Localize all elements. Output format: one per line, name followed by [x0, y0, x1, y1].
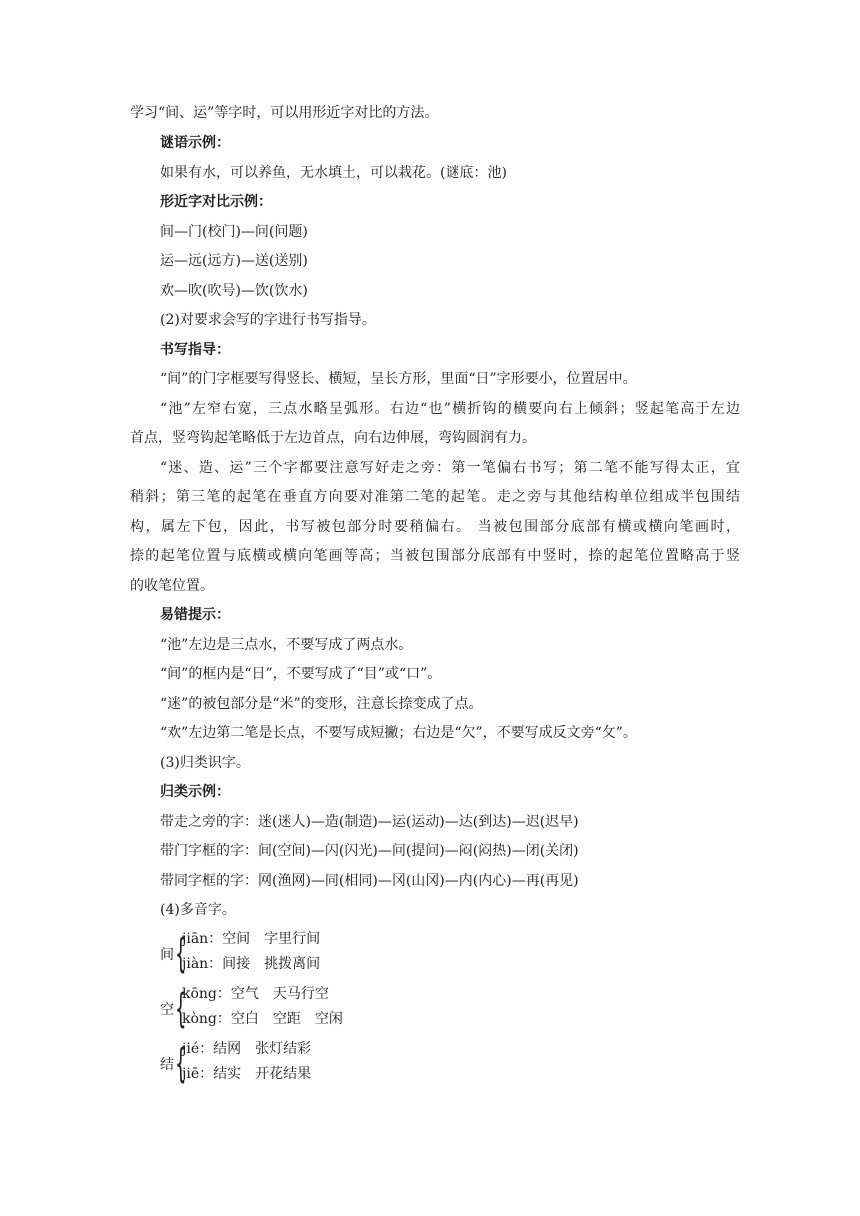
heading-similar-chars: 形近字对比示例：: [160, 194, 272, 210]
section-step-4: (4)多音字。: [160, 902, 236, 918]
error-tip: “池”左边是三点水，不要写成了两点水。: [160, 637, 413, 653]
writing-guide-line: 稍斜；第三笔的起笔在垂直方向要对准第二笔的起笔。走之旁与其他结构单位组成半包围结: [130, 489, 740, 505]
riddle-text: 如果有水，可以养鱼，无水填土，可以栽花。(谜底：池): [160, 165, 507, 181]
heading-writing-guide: 书写指导：: [160, 342, 230, 358]
polyphone-reading: jié：结网 张灯结彩: [182, 1041, 312, 1057]
writing-guide-line: 首点，竖弯钩起笔略低于左边首点，向右边伸展，弯钩圆润有力。: [130, 430, 536, 446]
writing-guide-line: “迷、造、运”三个字都要注意写好走之旁：第一笔偏右书写；第二笔不能写得太正，宜: [160, 460, 740, 476]
polyphone-char: 结: [160, 1057, 174, 1073]
error-tip: “欢”左边第二笔是长点，不要写成短撇；右边是“欠”，不要写成反文旁“攵”。: [160, 725, 637, 741]
writing-guide-line: “池”左窄右宽，三点水略呈弧形。右边“也”横折钩的横要向右上倾斜；竖起笔高于左边: [160, 401, 740, 417]
classify-item: 带同字框的字：网(渔网)—同(相同)—冈(山冈)—内(内心)—再(再见): [160, 873, 579, 889]
heading-common-errors: 易错提示：: [160, 607, 230, 623]
brace-icon: {: [175, 986, 187, 1032]
compare-item: 运—远(远方)—送(送别): [160, 253, 308, 269]
error-tip: “迷”的被包部分是“米”的变形，注意长捺变成了点。: [160, 696, 483, 712]
writing-guide-line: 捺的起笔位置与底横或横向笔画等高；当被包围部分底部有中竖时，捺的起笔位置略高于竖: [130, 548, 740, 564]
brace-icon: {: [175, 1041, 187, 1087]
polyphone-reading: jiàn：间接 挑拨离间: [182, 956, 321, 972]
heading-classify-example: 归类示例：: [160, 784, 230, 800]
writing-guide-line: 的收笔位置。: [130, 578, 214, 594]
writing-guide-line: 构，属左下包，因此，书写被包部分时要稍偏右。 当被包围部分底部有横或横向笔画时，: [130, 519, 740, 535]
compare-item: 欢—吹(吹号)—饮(饮水): [160, 283, 308, 299]
paragraph-line: 学习“间、运”等字时，可以用形近字对比的方法。: [130, 105, 439, 121]
polyphone-reading: jiān：空间 字里行间: [182, 931, 321, 947]
classify-item: 带门字框的字：间(空间)—闪(闪光)—问(提问)—闷(闷热)—闭(关闭): [160, 843, 579, 859]
compare-item: 间—门(校门)—问(问题): [160, 224, 308, 240]
writing-guide-line: “间”的门字框要写得竖长、横短，呈长方形，里面“日”字形要小，位置居中。: [160, 371, 637, 387]
section-step-2: (2)对要求会写的字进行书写指导。: [160, 312, 376, 328]
brace-icon: {: [175, 931, 187, 977]
heading-riddle-example: 谜语示例：: [160, 135, 230, 151]
section-step-3: (3)归类识字。: [160, 755, 250, 771]
polyphone-reading: kōng：空气 天马行空: [182, 986, 329, 1002]
polyphone-reading: kòng：空白 空距 空闲: [182, 1011, 343, 1027]
error-tip: “间”的框内是“日”，不要写成了“目”或“口”。: [160, 666, 442, 682]
polyphone-char: 间: [160, 947, 174, 963]
classify-item: 带走之旁的字：迷(迷人)—造(制造)—运(运动)—达(到达)—迟(迟早): [160, 814, 579, 830]
polyphone-reading: jiē：结实 开花结果: [182, 1066, 312, 1082]
polyphone-char: 空: [160, 1002, 174, 1018]
